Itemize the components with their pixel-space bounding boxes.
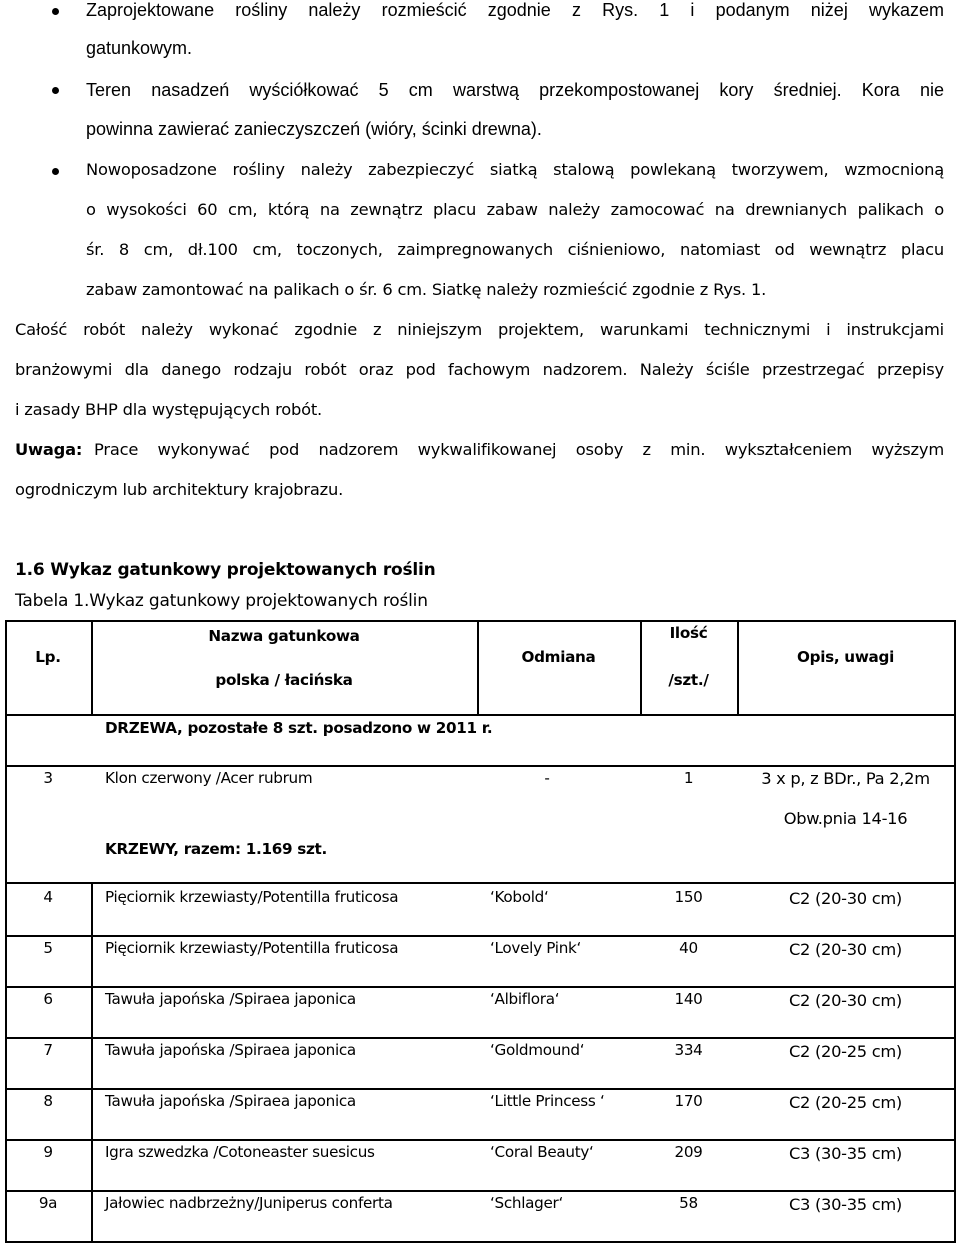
header-variety: Odmiana (521, 648, 596, 666)
row-3-bottom-border (5, 882, 956, 884)
row-qty: 58 (679, 1194, 698, 1212)
row-qty: 140 (674, 990, 703, 1008)
row-variety: ‘Little Princess ‘ (490, 1092, 605, 1110)
row-notes: C2 (20-30 cm) (788, 889, 902, 908)
bullet-1-line-2: gatunkowym. (86, 38, 193, 58)
tree-row-lp: 3 (43, 769, 53, 787)
bullet-2-line-1: Teren nasadzeń wyściółkować 5 cm warstwą przekompostowanej kory średniej. Kora nie (86, 80, 944, 100)
row-name: Tawuła japońska /Spiraea japonica (105, 1041, 356, 1059)
header-name-line-2: polska / łacińska (215, 671, 353, 689)
note-line-1: Prace wykonywać pod nadzorem wykwalifikowanej osoby z min. wykształceniem wyższym (94, 440, 944, 459)
row-lp: 4 (43, 888, 53, 906)
col-divider-1b (91, 882, 93, 1243)
col-divider-4 (737, 620, 739, 716)
group-trees-label: DRZEWA, pozostałe 8 szt. posadzono w 2011 r. (105, 719, 493, 737)
bullet-3-line-1: Nowoposadzone rośliny należy zabezpieczyć siatką stalową powlekaną tworzywem, wzmocnioną (86, 160, 944, 179)
header-lp: Lp. (35, 648, 61, 666)
tree-row-qty: 1 (683, 769, 694, 787)
col-divider-2 (477, 620, 479, 716)
row-name: Tawuła japońska /Spiraea japonica (105, 1092, 356, 1110)
row-qty: 334 (674, 1041, 703, 1059)
row-qty: 40 (679, 939, 698, 957)
row-6-bottom-border (5, 1037, 956, 1039)
header-notes: Opis, uwagi (797, 648, 894, 666)
row-notes: C2 (20-25 cm) (788, 1093, 902, 1112)
row-lp: 9a (38, 1194, 58, 1212)
table-bottom-border (5, 1241, 956, 1243)
header-bottom-border (5, 714, 956, 716)
bullet-3-line-2: o wysokości 60 cm, którą na zewnątrz placu zabaw należy zamocować na drewnianych palikach o (86, 200, 944, 219)
tree-row-notes-line-2: Obw.pnia 14-16 (783, 809, 908, 828)
row-name: Tawuła japońska /Spiraea japonica (105, 990, 356, 1008)
row-lp: 5 (43, 939, 53, 957)
row-variety: ‘Coral Beauty‘ (490, 1143, 594, 1161)
row-notes: C2 (20-30 cm) (788, 991, 902, 1010)
row-notes: C2 (20-30 cm) (788, 940, 902, 959)
bullet-dot-1 (52, 8, 59, 15)
row-name: Pięciornik krzewiasty/Potentilla fruticosa (105, 888, 399, 906)
table-caption: Tabela 1.Wykaz gatunkowy projektowanych roślin (15, 591, 428, 611)
row-qty: 170 (674, 1092, 703, 1110)
group-shrubs-label: KRZEWY, razem: 1.169 szt. (105, 840, 327, 858)
tree-row-notes-line-1: 3 x p, z BDr., Pa 2,2m (761, 769, 930, 788)
row-lp: 8 (43, 1092, 53, 1110)
row-notes: C3 (30-35 cm) (788, 1144, 902, 1163)
header-qty-line-1: Ilość (669, 624, 708, 642)
header-qty-line-2: /szt./ (668, 671, 709, 689)
row-notes: C3 (30-35 cm) (788, 1195, 902, 1214)
table-right-border (954, 620, 956, 1243)
bullet-dot-3 (52, 168, 59, 175)
bullet-3-line-3: śr. 8 cm, dł.100 cm, toczonych, zaimpregnowanych ciśnieniowo, natomiast od wewnątrz placu (86, 240, 944, 259)
row-variety: ‘Albiflora‘ (490, 990, 560, 1008)
row-4-bottom-border (5, 935, 956, 937)
bullet-1-line-1: Zaprojektowane rośliny należy rozmieścić zgodnie z Rys. 1 i podanym niżej wykazem (86, 0, 944, 20)
bullet-2-line-2: powinna zawierać zanieczyszczeń (wióry, ścinki drewna). (86, 119, 542, 139)
table-top-border (5, 620, 956, 622)
tree-row-variety: - (544, 769, 550, 787)
note-line-2: ogrodniczym lub architektury krajobrazu. (15, 480, 344, 499)
row-name: Jałowiec nadbrzeżny/Juniperus conferta (105, 1194, 393, 1212)
trees-bottom-border (5, 765, 956, 767)
row-qty: 150 (674, 888, 703, 906)
row-lp: 9 (43, 1143, 53, 1161)
row-5-bottom-border (5, 986, 956, 988)
paragraph-line-2: branżowymi dla danego rodzaju robót oraz pod fachowym nadzorem. Należy ściśle przestrzegać przepisy (15, 360, 944, 379)
row-lp: 6 (43, 990, 53, 1008)
row-variety: ‘Lovely Pink‘ (490, 939, 582, 957)
row-variety: ‘Goldmound‘ (490, 1041, 585, 1059)
bullet-3-line-4: zabaw zamontować na palikach o śr. 6 cm. Siatkę należy rozmieścić zgodnie z Rys. 1. (86, 280, 767, 299)
note-label: Uwaga: (15, 440, 83, 459)
header-name-line-1: Nazwa gatunkowa (208, 627, 360, 645)
section-heading: 1.6 Wykaz gatunkowy projektowanych roślin (15, 560, 436, 580)
row-notes: C2 (20-25 cm) (788, 1042, 902, 1061)
row-9-bottom-border (5, 1190, 956, 1192)
row-8-bottom-border (5, 1139, 956, 1141)
row-variety: ‘Kobold‘ (490, 888, 549, 906)
row-lp: 7 (43, 1041, 53, 1059)
tree-row-name: Klon czerwony /Acer rubrum (105, 769, 313, 787)
row-name: Igra szwedzka /Cotoneaster suesicus (105, 1143, 375, 1161)
paragraph-line-3: i zasady BHP dla występujących robót. (15, 400, 323, 419)
row-qty: 209 (674, 1143, 703, 1161)
paragraph-line-1: Całość robót należy wykonać zgodnie z niniejszym projektem, warunkami technicznymi i instrukcjami (15, 320, 944, 339)
row-variety: ‘Schlager‘ (490, 1194, 564, 1212)
row-7-bottom-border (5, 1088, 956, 1090)
bullet-dot-2 (52, 87, 59, 94)
row-name: Pięciornik krzewiasty/Potentilla fruticosa (105, 939, 399, 957)
